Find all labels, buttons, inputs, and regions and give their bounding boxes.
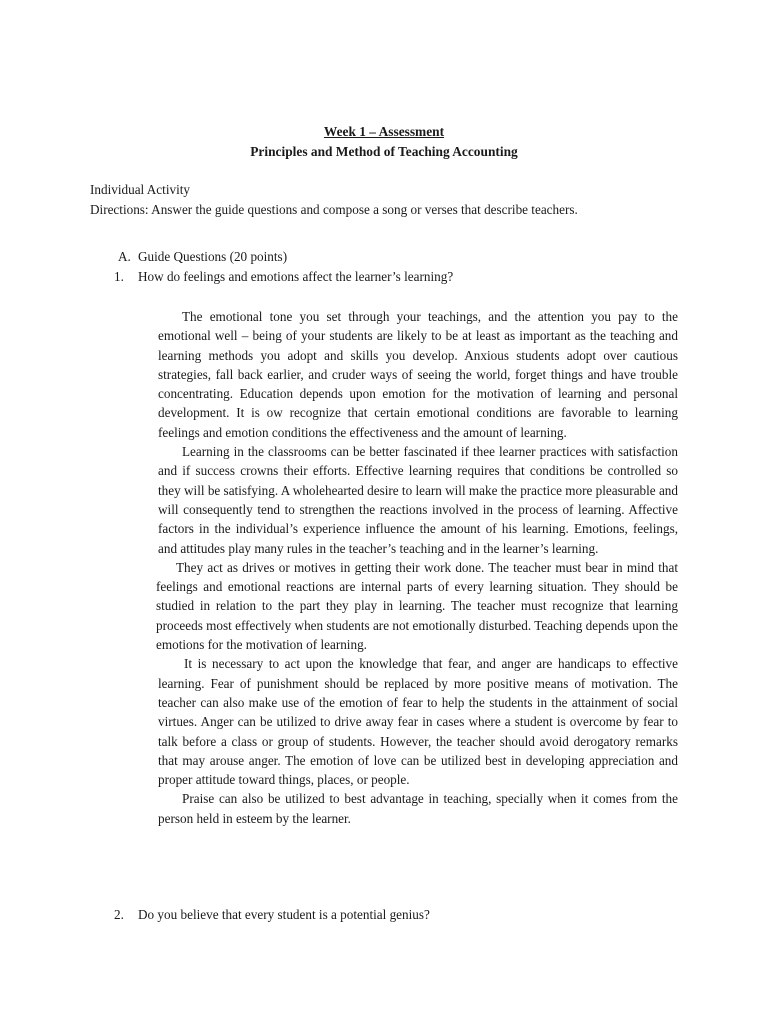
directions-text: Directions: Answer the guide questions and compose a song or verses that describe teachers.: [90, 202, 578, 217]
document-title-week: Week 1 – Assessment: [323, 124, 445, 139]
answer-1: [158, 307, 678, 828]
question-1-text: How do feelings and emotions affect the learner’s learning?: [138, 269, 454, 284]
question-2: [114, 907, 430, 923]
answer-1-paragraph-2: Learning in the classrooms can be better fascinated if thee learner practices with satisfaction and if success crowns their efforts. Effective learning requires that conditions be controlled so they will be satisfying. A wholehearted desire to learn will make the practice more pleasurable and will consequently tend to strengthen the reactions involved in the process of learning. Affective factors in the individual’s experience influence the amount of his learning. Emotions, feelings, and attitudes play many rules in the teacher’s teaching and in the learner’s learning.: [158, 444, 678, 556]
section-a-label: Guide Questions (20 points): [138, 249, 288, 264]
answer-1-paragraph-5: Praise can also be utilized to best advantage in teaching, specially when it comes from the person held in esteem by the learner.: [158, 791, 678, 826]
answer-1-paragraph-3: They act as drives or motives in getting their work done. The teacher must bear in mind that feelings and emotional reactions are internal parts of every learning situation. They should be studied in relation to the part they play in learning. The teacher must recognize that learning proceeds most effectively when students are not emotionally disturbed. Teaching depends upon the emotions for the motivation of learning.: [156, 559, 678, 653]
answer-1-paragraph-4: It is necessary to act upon the knowledge that fear, and anger are handicaps to effective learning. Fear of punishment should be replaced by more positive means of motivation. The teacher can also make use of the emotion of fear to help the students in the attainment of social virtues. Anger can be utilized to drive away fear in cases where a student is overcome by fear to talk before a class or group of students. However, the teacher should avoid derogatory remarks that may arouse anger. The emotion of love can be utilized best in developing appreciation and proper attitude toward things, places, or people.: [158, 656, 678, 788]
question-1-number: 1.: [114, 269, 124, 284]
document-title-course: Principles and Method of Teaching Accounting: [250, 144, 518, 159]
question-1: [114, 269, 453, 285]
section-a-heading: [118, 249, 287, 265]
activity-label: Individual Activity: [90, 182, 190, 197]
section-a-marker: A.: [118, 249, 131, 264]
question-2-text: Do you believe that every student is a potential genius?: [138, 907, 430, 922]
question-2-number: 2.: [114, 907, 124, 922]
answer-1-paragraph-1: The emotional tone you set through your teachings, and the attention you pay to the emotional well – being of your students are likely to be at least as important as the teaching and learning methods you adopt and skills you develop. Anxious students adopt over cautious strategies, fall back earlier, and cruder ways of seeing the world, forget things and have trouble concentrating. Education depends upon emotion for the motivation of learning and personal development. It is ow recognize that certain emotional conditions are favorable to learning feelings and emotion conditions the effectiveness and the amount of learning.: [158, 309, 678, 440]
